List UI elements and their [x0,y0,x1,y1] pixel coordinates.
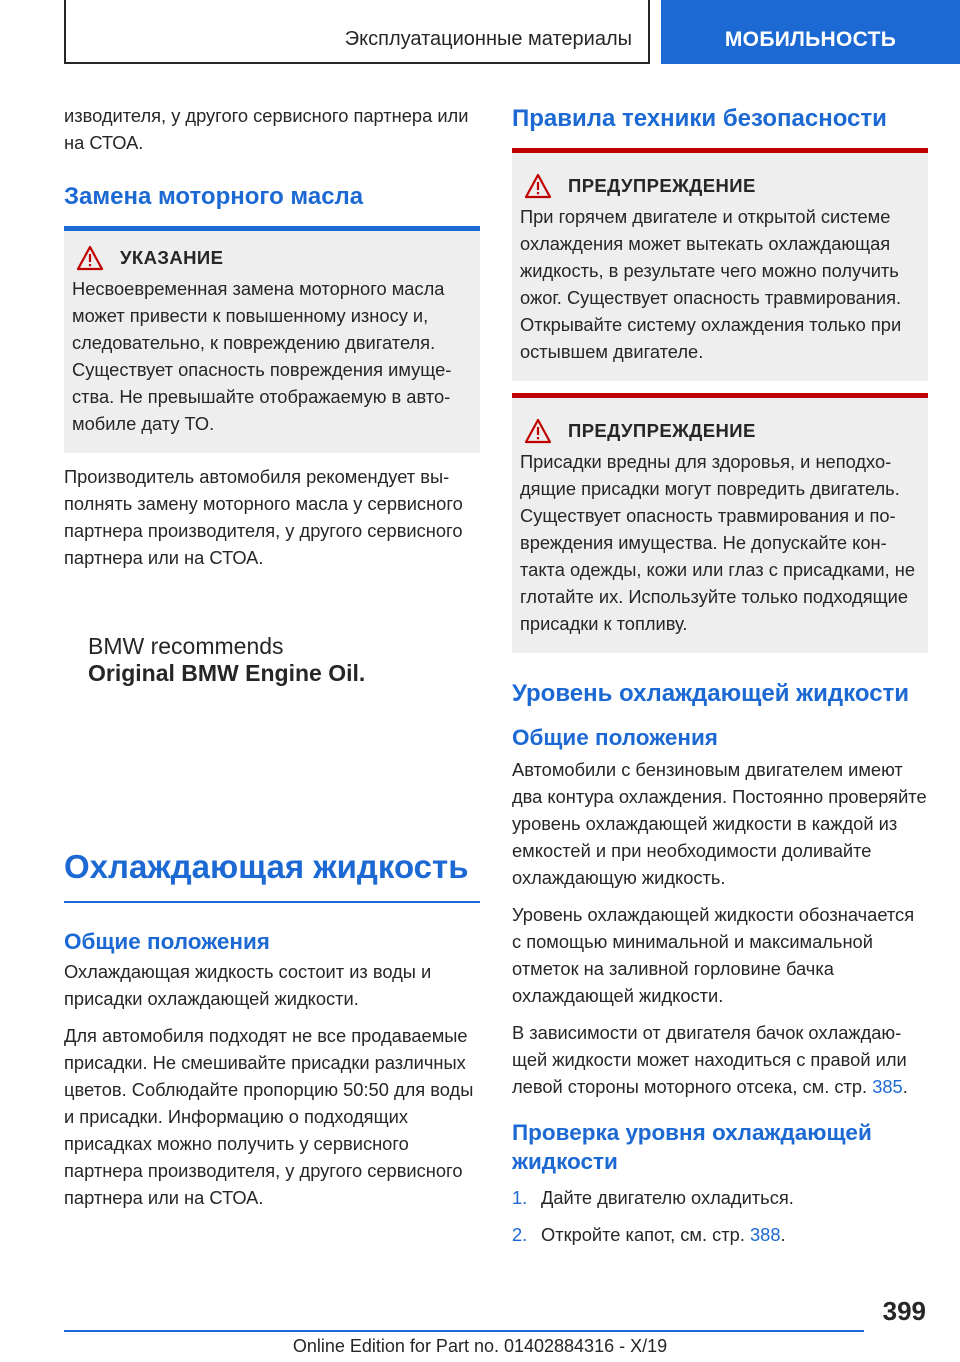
left-column [64,102,480,1221]
coolant-heading: Охлаждающая жидкость [64,848,469,885]
level-para2: Уровень охлаждающей жидкости обозначается с помощью минимальной и максимальной отметок на заливной горловине бачка охлаждающей жидкости. [512,904,915,1006]
step-number: 1. [512,1187,528,1208]
warning-text-1: При горячем двигателе и открытой системе охлаждения может вытекать охлаждающая жидкость, в результате чего можно получить ожог. Существует опасность травмирования. Открывайте систему охлаждения только при остывшем двигателе. [520,206,902,362]
oil-recommendation-line2: Original BMW Engine Oil. [88,660,366,686]
warning-triangle-icon [76,245,104,271]
level-para1: Автомобили с бензиновым двигателем имеют два контура охлаждения. Постоянно проверяйте уровень охлаждающей жидкости в каждой из емкостей и при необходимости доливайте охлаждающую жидкость. [512,759,927,888]
warning-title-1: ПРЕДУПРЕЖДЕНИЕ [568,175,756,196]
coolant-level-heading: Уровень охлаждающей жидкости [512,680,910,707]
oil-change-heading: Замена моторного масла [64,183,364,210]
header-section-box [64,0,650,64]
footer-edition: Online Edition for Part no. 01402884316 - X/19 [292,1336,668,1356]
header-chapter-label: МОБИЛЬНОСТЬ [724,28,897,51]
level-para3-end: . [902,1076,908,1097]
step-text: Откройте капот, см. стр. 388. [541,1224,786,1245]
check-steps-list [512,1184,928,1248]
oil-recommendation-image [64,581,480,831]
step-text: Дайте двигателю охладиться. [541,1187,794,1208]
oil-change-body: Производитель автомобиля рекомендует выполнять замену моторного масла у сервисного партнера производителя, у другого сервисного партнера или на СТОА. [64,466,463,568]
warning-text-2: Присадки вредны для здоровья, и неподходящие присадки могут повредить двигатель. Существует опасность травмирования и повреждения имущества. Не допускайте контакта одежды, кожи или глаз с присадками, не глотайте их. Используйте только подходящие присадки к топливу. [520,451,915,634]
list-item [512,1221,928,1248]
page-link-388[interactable]: 388 [750,1224,781,1245]
page-number: 399 [882,1296,926,1326]
coolant-general-heading: Общие положения [64,929,270,954]
footer-rule [64,1330,864,1332]
header-section-label: Эксплуатационные материалы [344,28,632,50]
warning-title-2: ПРЕДУПРЕЖДЕНИЕ [568,420,756,441]
level-para3-text: В зависимости от двигателя бачок охлаждающей жидкости может находиться с правой или левой стороны моторного отсека, см. стр. [512,1022,907,1097]
warning-box-2 [512,398,928,653]
level-general-heading: Общие положения [512,725,718,750]
right-column [512,102,928,1258]
coolant-general-para1: Охлаждающая жидкость состоит из воды и присадки охлаждающей жидкости. [64,961,432,1009]
level-para3 [512,1019,928,1100]
step-number: 2. [512,1224,528,1245]
header-chapter-tab[interactable] [661,0,960,64]
notice-text: Несвоевременная замена моторного масла может привести к повышенному износу и, следовательно, к повреждению двигателя. Существует опасность повреждения имущества. Не превышайте отображаемую в автомобиле дату ТО. [72,278,452,434]
coolant-rule [64,901,480,903]
check-level-heading: Проверка уровня охлаждающей жидкости [512,1120,872,1174]
coolant-general-para2: Для автомобиля подходят не все продаваемые присадки. Не смешивайте присадки различных цветов. Соблюдайте пропорцию 50:50 для воды и присадки. Информацию о подходящих присадках можно получить у сервисного партнера производителя, у другого сервисного партнера или на СТОА. [64,1025,474,1208]
warning-triangle-icon [524,418,552,444]
list-item [512,1184,928,1211]
intro-text: изводителя, у другого сервисного партнера или на СТОА. [64,105,469,153]
notice-box [64,231,480,453]
safety-heading: Правила техники безопасности [512,105,887,132]
warning-triangle-icon [524,173,552,199]
page-link-385[interactable]: 385 [872,1076,903,1097]
oil-recommendation-line1: BMW recommends [88,633,284,659]
warning-box-1 [512,153,928,381]
notice-title: УКАЗАНИЕ [120,247,224,268]
